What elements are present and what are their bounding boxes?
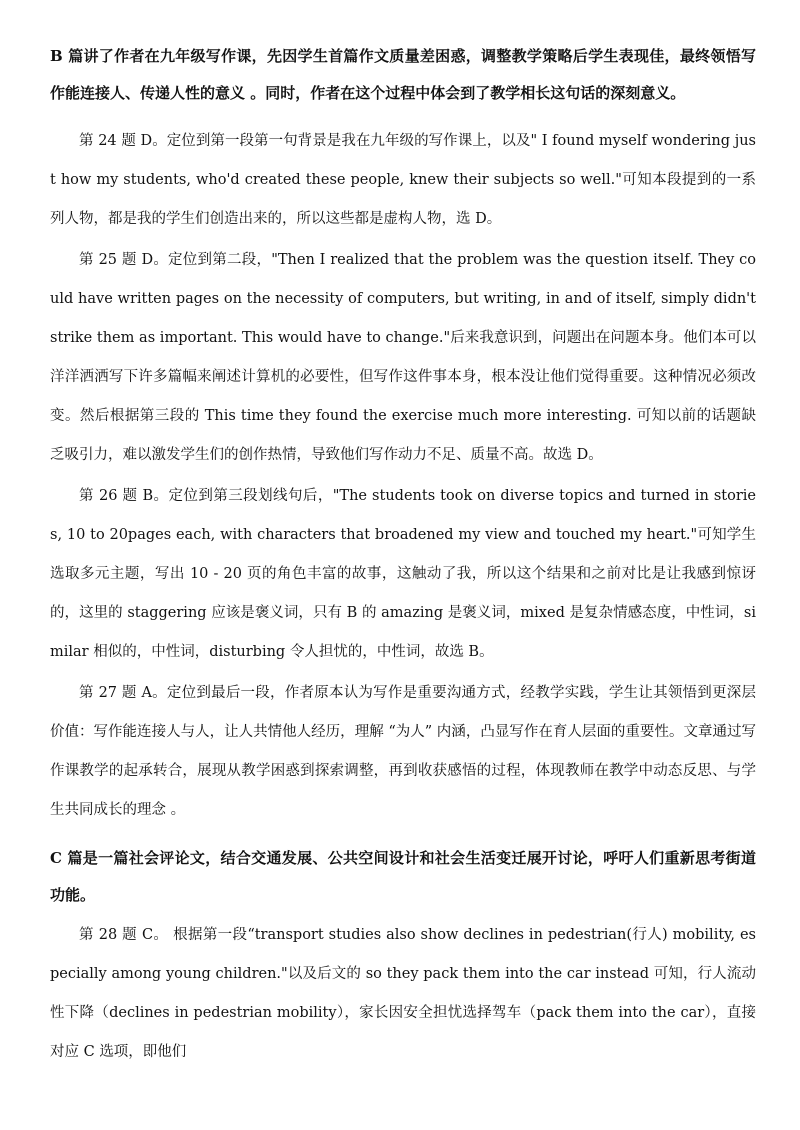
passage-b-summary: B 篇讲了作者在九年级写作课，先因学生首篇作文质量差困惑，调整教学策略后学生表现佳，最终领悟写作能连接人、传递人性的意义 。同时，作者在这个过程中体会到了教学相长这句话的深刻意义。	[50, 47, 756, 102]
answer-explanation-q24: 第 24 题 D。定位到第一段第一句背景是我在九年级的写作课上，以及" I found myself wondering just how my students, who'd created these people, knew their subjects so well."可知本段提到的一系列人物，都是我的学生们创造出来的，所以这些都是虚构人物，选 D。	[50, 133, 756, 227]
answer-explanation-q25: 第 25 题 D。定位到第二段，"Then I realized that the problem was the question itself. They could have written pages on the necessity of computers, but writing, in and of itself, simply didn't strike them as important. This would have to change."后来我意识到，问题出在问题本身。他们本可以洋洋洒洒写下许多篇幅来阐述计算机的必要性，但写作这件事本身，根本没让他们觉得重要。这种情况必须改变。然后根据第三段的 This time they found the exercise much more interesting. 可知以前的话题缺乏吸引力，难以激发学生们的创作热情，导致他们写作动力不足、质量不高。故选 D。	[50, 252, 756, 463]
passage-c-summary: C 篇是一篇社会评论文，结合交通发展、公共空间设计和社会生活变迁展开讨论，呼吁人们重新思考街道功能。	[50, 849, 756, 904]
answer-explanation-q28: 第 28 题 C。 根据第一段“transport studies also show declines in pedestrian(行人) mobility, especially among young children."以及后文的 so they pack them into the car instead 可知，行人流动性下降（declines in pedestrian mobility），家长因安全担忧选择驾车（pack them into the car），直接对应 C 选项，即他们	[50, 927, 756, 1060]
answer-explanation-q27: 第 27 题 A。定位到最后一段，作者原本认为写作是重要沟通方式，经教学实践，学生让其领悟到更深层价值：写作能连接人与人，让人共情他人经历，理解 “为人” 内涵，凸显写作在育人层面的重要性。文章通过写作课教学的起承转合，展现从教学困惑到探索调整，再到收获感悟的过程，体现教师在教学中动态反思、与学生共同成长的理念 。	[50, 685, 756, 818]
answer-explanation-q26: 第 26 题 B。定位到第三段划线句后，"The students took on diverse topics and turned in stories, 10 to 20pages each, with characters that broadened my view and touched my heart."可知学生选取多元主题，写出 10 - 20 页的角色丰富的故事，这触动了我，所以这个结果和之前对比是让我感到惊讶的，这里的 staggering 应该是褒义词，只有 B 的 amazing 是褒义词，mixed 是复杂情感态度，中性词，similar 相似的，中性词，disturbing 令人担忧的，中性词，故选 B。	[50, 488, 756, 660]
